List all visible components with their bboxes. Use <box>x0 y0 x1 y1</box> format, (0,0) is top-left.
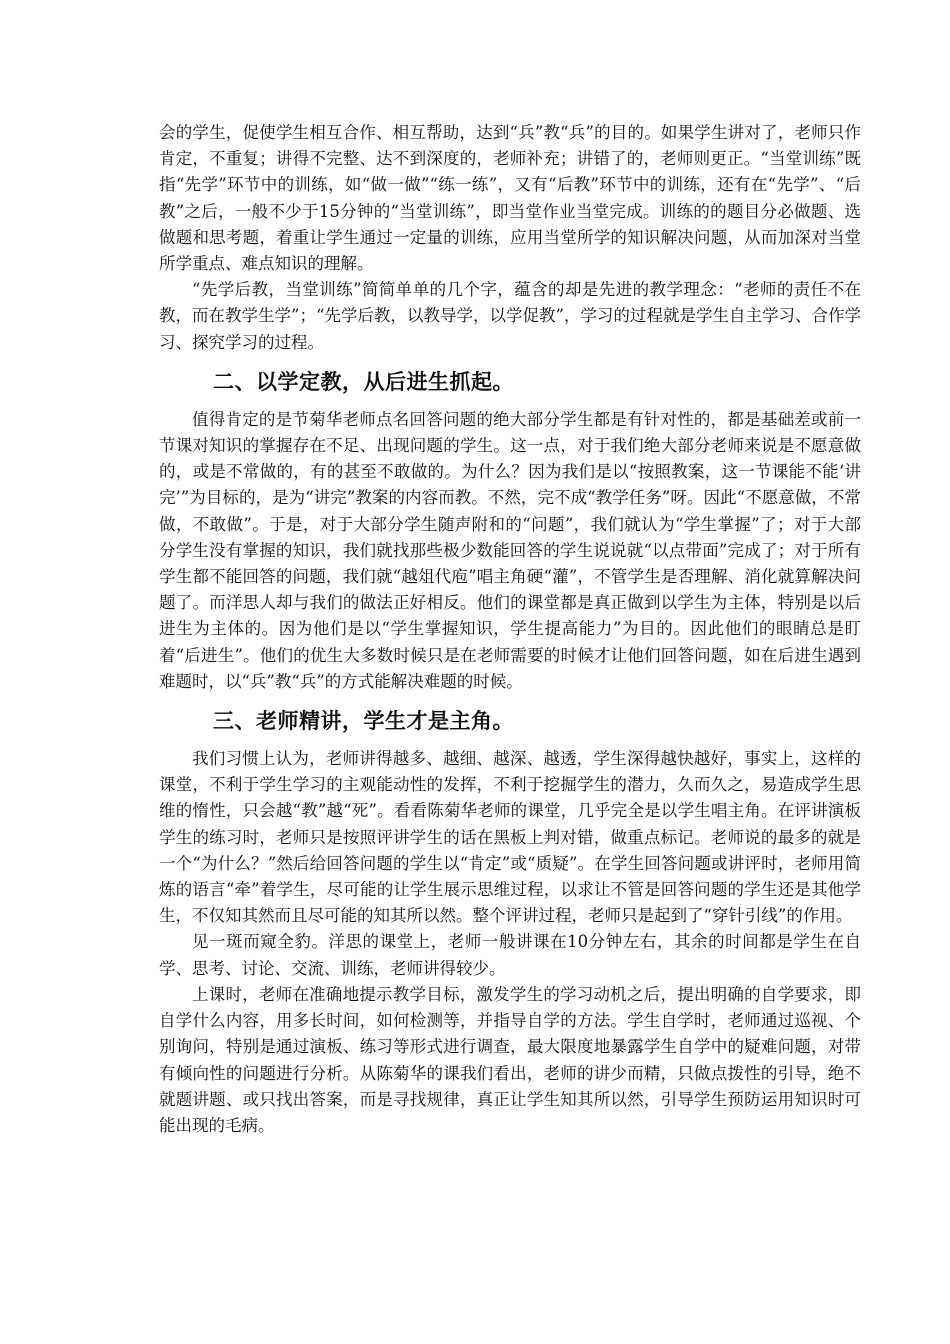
paragraph: 值得肯定的是节菊华老师点名回答问题的绝大部分学生都是有针对性的，都是基础差或前一节课对知识的掌握存在不足、出现问题的学生。这一点，对于我们绝大部分老师来说是不愿意做的，或是不常做的，有的甚至不敢做的。为什么？因为我们是以“按照教案，这一节课能不能‘讲完’”为目标的，是为“讲完”教案的内容而教。不然，完不成“教学任务”呀。因此“不愿意做，不常做，不敢做”。于是，对于大部分学生随声附和的“问题”，我们就认为“学生掌握”了；对于大部分学生没有掌握的知识，我们就找那些极少数能回答的学生说说就“以点带面”完成了；对于所有学生都不能回答的问题，我们就“越俎代庖”唱主角硬“灌”，不管学生是否理解、消化就算解决问题了。而洋思人却与我们的做法正好相反。他们的课堂都是真正做到以学生为主体，特别是以后进生为主体的。因为他们是以“学生掌握知识，学生提高能力”为目的。因此他们的眼睛总是盯着“后进生”。他们的优生大多数时候只是在老师需要的时候才让他们回答问题，如在后进生遇到难题时，以“兵”教“兵”的方式能解决难题的时候。 <box>159 409 861 691</box>
section-heading: 三、老师精讲，学生才是主角。 <box>213 709 514 734</box>
paragraph: “先学后教，当堂训练”简简单单的几个字，蕴含的却是先进的教学理念：“老师的责任不在教，而在教学生学”；“先学后教，以教导学，以学促教”，学习的过程就是学生自主学习、合作学习、探究学习的过程。 <box>159 280 861 352</box>
paragraph: 见一斑而窥全豹。洋思的课堂上，老师一般讲课在10分钟左右，其余的时间都是学生在自学、思考、讨论、交流、训练，老师讲得较少。 <box>159 932 861 978</box>
paragraph: 上课时，老师在准确地提示教学目标，激发学生的学习动机之后，提出明确的自学要求，即自学什么内容，用多长时间，如何检测等，并指导自学的方法。学生自学时，老师通过巡视、个别询问，特别是通过演板、练习等形式进行调查，最大限度地暴露学生自学中的疑难问题，对带有倾向性的问题进行分析。从陈菊华的课我们看出，老师的讲少而精，只做点拨性的引导，绝不就题讲题、或只找出答案，而是寻找规律，真正让学生知其所以然，引导学生预防运用知识时可能出现的毛病。 <box>159 984 861 1135</box>
paragraph: 我们习惯上认为，老师讲得越多、越细、越深、越透，学生深得越快越好，事实上，这样的课堂，不利于学生学习的主观能动性的发挥，不利于挖掘学生的潜力，久而久之，易造成学生思维的惰性，只会越“教”越“死”。看看陈菊华老师的课堂，几乎完全是以学生唱主角。在评讲演板学生的练习时，老师只是按照评讲学生的话在黑板上判对错，做重点标记。老师说的最多的就是一个“为什么？”然后给回答问题的学生以“肯定”或“质疑”。在学生回答问题或讲评时，老师用简炼的语言“牵”着学生，尽可能的让学生展示思维过程，以求让不管是回答问题的学生还是其他学生，不仅知其然而且尽可能的知其所以然。整个评讲过程，老师只是起到了“穿针引线”的作用。 <box>159 749 861 926</box>
section-heading: 二、以学定教，从后进生抓起。 <box>213 369 514 394</box>
paragraph-continued: 会的学生，促使学生相互合作、相互帮助，达到“兵”教“兵”的目的。如果学生讲对了，老师只作肯定，不重复；讲得不完整、达不到深度的，老师补充；讲错了的，老师则更正。“当堂训练”既指“先学”环节中的训练，如“做一做”“练一练”，又有“后教”环节中的训练，还有在“先学”、“后教”之后，一般不少于15分钟的“当堂训练”，即当堂作业当堂完成。训练的的题目分必做题、选做题和思考题，着重让学生通过一定量的训练，应用当堂所学的知识解决问题，从而加深对当堂所学重点、难点知识的理解。 <box>159 123 861 274</box>
document-page <box>159 120 861 1139</box>
